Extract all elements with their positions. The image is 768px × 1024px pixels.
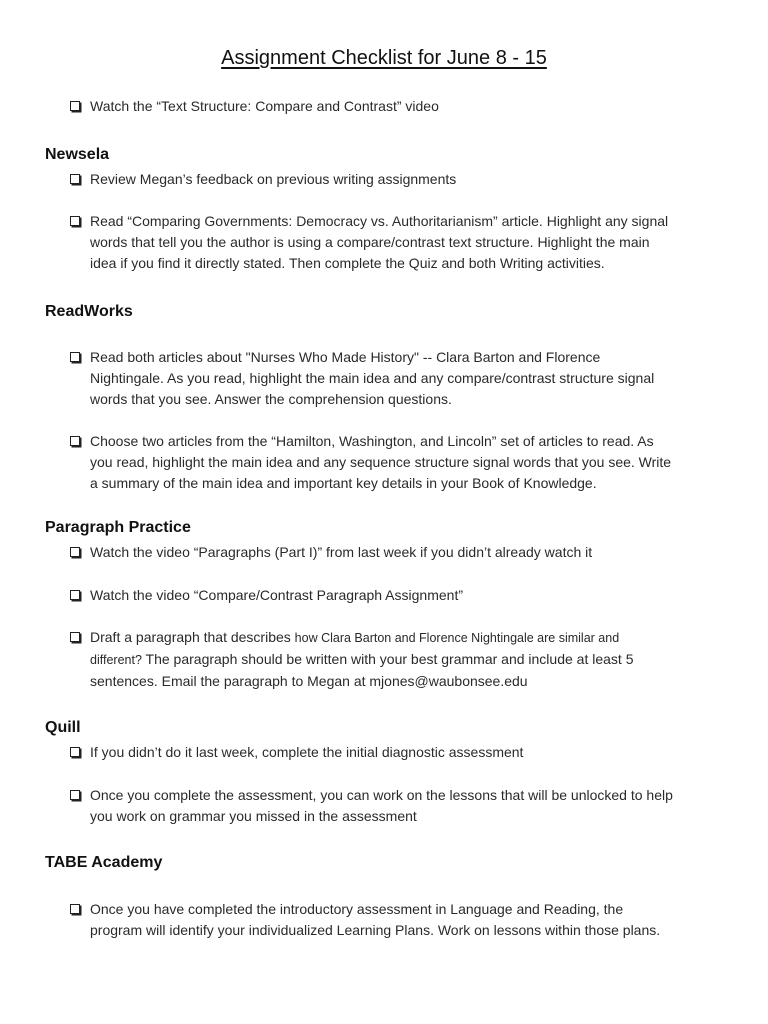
checklist-item: [70, 742, 730, 763]
item-text-part: Draft a paragraph that describes: [90, 629, 295, 645]
checkbox-icon: [70, 352, 80, 362]
checkbox-icon: [70, 547, 80, 557]
item-text-line: [90, 649, 730, 671]
checklist-item: [70, 542, 730, 563]
item-text: If you didn’t do it last week, complete the initial diagnostic assessment: [90, 744, 524, 760]
checkbox-icon: [70, 590, 80, 600]
item-text-line: a summary of the main idea and important key details in your Book of Knowledge.: [90, 475, 597, 491]
checkbox-icon: [70, 216, 80, 226]
checklist-item: [70, 785, 730, 827]
item-text-line: Once you have completed the introductory assessment in Language and Reading, the: [90, 901, 624, 917]
item-text: Review Megan’s feedback on previous writing assignments: [90, 171, 457, 187]
item-text-line: program will identify your individualized Learning Plans. Work on lessons within those plans.: [90, 922, 661, 938]
checkbox-icon: [70, 747, 80, 757]
checklist-item: [70, 585, 730, 606]
checkbox-icon: [70, 101, 80, 111]
checklist-item: [70, 347, 730, 410]
checklist-item: [70, 96, 730, 117]
item-text-line: you read, highlight the main idea and any sequence structure signal words that you see. Write: [90, 454, 672, 470]
page-title: Assignment Checklist for June 8 - 15: [221, 47, 547, 69]
item-text-line: Read both articles about "Nurses Who Made History" -- Clara Barton and Florence: [90, 349, 601, 365]
item-text-part: how Clara Barton and Florence Nightingale are similar and: [294, 631, 620, 645]
checklist-item: [70, 211, 730, 274]
checkbox-icon: [70, 436, 80, 446]
item-text-part: different?: [90, 653, 142, 667]
section-heading-tabe-academy: TABE Academy: [45, 854, 163, 871]
item-text-line: Nightingale. As you read, highlight the main idea and any compare/contrast structure signal: [90, 370, 655, 386]
checkbox-icon: [70, 174, 80, 184]
item-text-part: The paragraph should be written with your best grammar and include at least 5: [141, 651, 634, 667]
checkbox-icon: [70, 904, 80, 914]
item-text-line: Choose two articles from the “Hamilton, Washington, and Lincoln” set of articles to read. As: [90, 433, 654, 449]
checkbox-icon: [70, 632, 80, 642]
item-text-line: words that you see. Answer the comprehension questions.: [90, 391, 452, 407]
item-text-line: you work on grammar you missed in the assessment: [90, 808, 417, 824]
item-text-line: idea if you find it directly stated. Then complete the Quiz and both Writing activities.: [90, 255, 605, 271]
checklist-item: [70, 627, 730, 692]
item-text-line: Read “Comparing Governments: Democracy vs. Authoritarianism” article. Highlight any signal: [90, 213, 669, 229]
checkbox-icon: [70, 790, 80, 800]
item-text: Watch the video “Paragraphs (Part I)” from last week if you didn’t already watch it: [90, 544, 593, 560]
checklist-item: [70, 431, 730, 494]
checklist-item: [70, 899, 730, 941]
item-text-line: [90, 627, 730, 649]
section-heading-newsela: Newsela: [45, 146, 110, 163]
item-text-line: Once you complete the assessment, you can work on the lessons that will be unlocked to help: [90, 787, 673, 803]
item-text: Watch the “Text Structure: Compare and Contrast” video: [90, 98, 439, 114]
section-heading-readworks: ReadWorks: [45, 303, 133, 320]
section-heading-quill: Quill: [45, 719, 81, 736]
section-heading-paragraph-practice: Paragraph Practice: [45, 519, 191, 536]
checklist-item: [70, 169, 730, 190]
item-text: Watch the video “Compare/Contrast Paragraph Assignment”: [90, 587, 463, 603]
item-text-line: words that tell you the author is using a compare/contrast text structure. Highlight the main: [90, 234, 650, 250]
item-text-line: sentences. Email the paragraph to Megan at mjones@waubonsee.edu: [90, 673, 528, 689]
